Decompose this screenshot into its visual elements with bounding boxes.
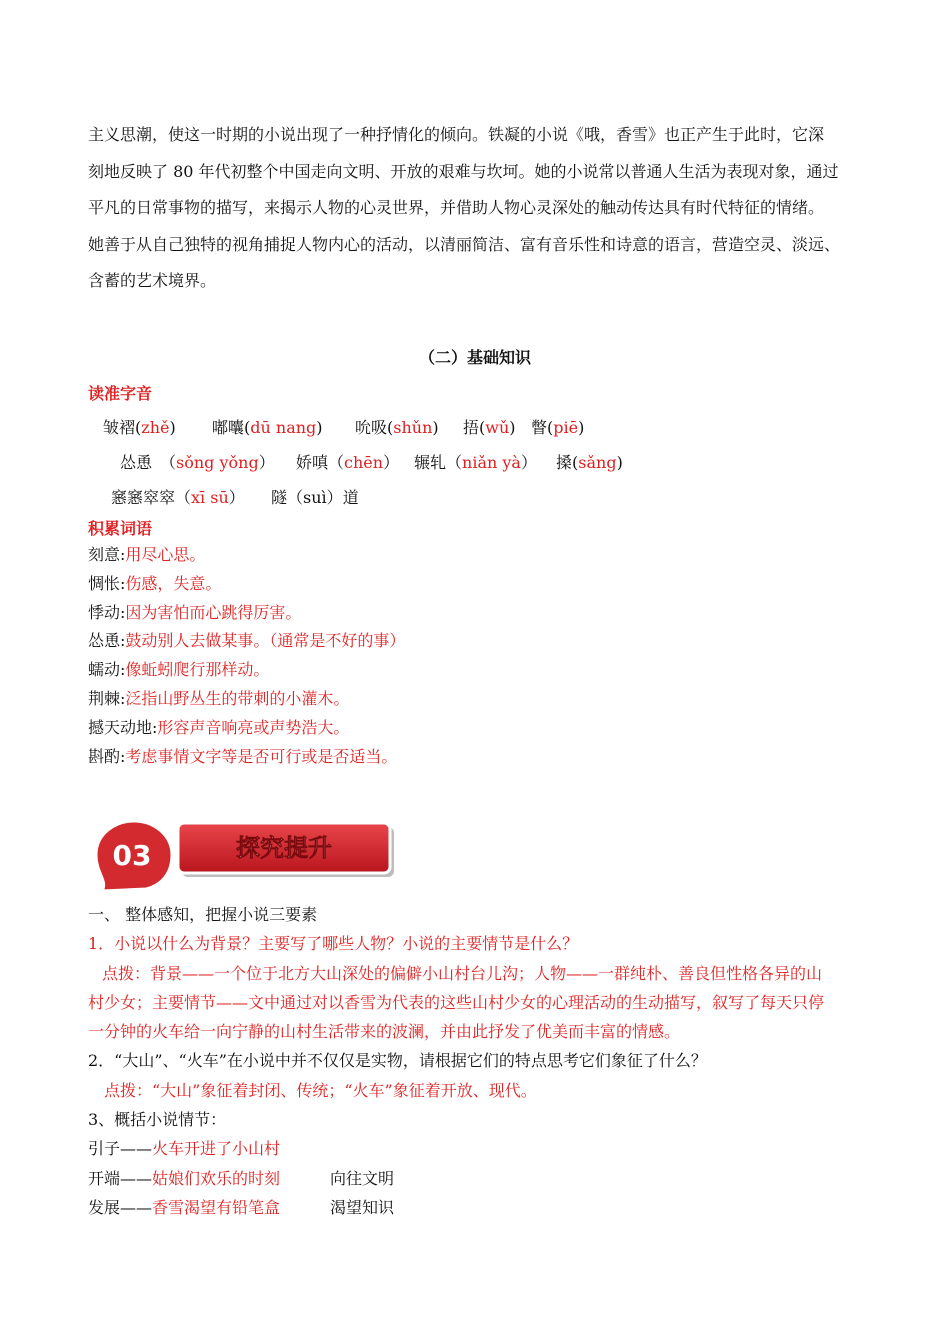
pronunciation-item: 皱褶(zhě) bbox=[103, 418, 176, 437]
vocabulary-list bbox=[88, 542, 405, 772]
answer-1-line: 村少女；主要情节——文中通过对以香雪为代表的这些山村少女的心理活动的生动描写，叙写了每天只停 bbox=[88, 992, 825, 1012]
list-item: 斟酌:考虑事情文字等是否可行或是否适当。 bbox=[88, 746, 398, 766]
intro-line: 平凡的日常事物的描写，来揭示人物的心灵世界，并借助人物心灵深处的触动传达具有时代特征的情绪。 bbox=[88, 198, 825, 218]
pronunciation-item: 捂(wǔ) bbox=[463, 418, 516, 437]
pronunciation-heading: 读准字音 bbox=[88, 384, 153, 403]
section-heading: 一、 整体感知，把握小说三要素 bbox=[88, 905, 318, 924]
answer-1-line: 一分钟的火车给一向宁静的山村生活带来的波澜，并由此抒发了优美而丰富的情感。 bbox=[88, 1022, 681, 1042]
list-item: 撼天动地:形容声音响亮或声势浩大。 bbox=[88, 717, 350, 737]
banner-number: 03 bbox=[112, 839, 152, 872]
outline-row: 引子——火车开进了小山村 bbox=[88, 1139, 281, 1159]
list-item: 惆怅:伤感，失意。 bbox=[88, 573, 222, 593]
pronunciation-item: 瞥(piē) bbox=[531, 418, 585, 437]
list-item: 荆棘:泛指山野丛生的带刺的小灌木。 bbox=[88, 688, 350, 708]
question-1: 1．小说以什么为背景？主要写了哪些人物？小说的主要情节是什么？ bbox=[88, 934, 579, 954]
intro-line: 含蓄的艺术境界。 bbox=[88, 271, 217, 291]
banner-graphic bbox=[88, 815, 398, 893]
intro-paragraph bbox=[88, 117, 868, 300]
list-item: 怂恿:鼓动别人去做某事。（通常是不好的事） bbox=[88, 631, 406, 651]
list-item: 悸动:因为害怕而心跳得厉害。 bbox=[88, 602, 302, 622]
question-3: 3、概括小说情节： bbox=[88, 1110, 227, 1130]
section-banner bbox=[88, 815, 398, 893]
list-item: 刻意:用尽心思。 bbox=[88, 545, 206, 564]
pronunciation-item: 搡(sǎng) bbox=[556, 453, 623, 472]
pronunciation-item: 吮吸(shǔn) bbox=[355, 418, 439, 437]
question-2: 2．“大山”、“火车”在小说中并不仅仅是实物，请根据它们的特点思考它们象征了什么？ bbox=[88, 1051, 707, 1071]
pronunciation-item: 娇嗔（chēn） bbox=[296, 453, 400, 472]
list-item: 蠕动:像蚯蚓爬行那样动。 bbox=[88, 660, 270, 680]
pronunciation-item: 怂恿 （sǒng yǒng） bbox=[120, 453, 275, 472]
outline-row: 开端——姑娘们欢乐的时刻 向往文明 bbox=[88, 1168, 395, 1188]
banner-label: 探究提升 bbox=[236, 834, 332, 862]
pronunciation-item: 隧（suì）道 bbox=[271, 488, 359, 507]
intro-line: 刻地反映了 80 年代初整个中国走向文明、开放的艰难与坎坷。她的小说常以普通人生活为表现对象，通过 bbox=[88, 161, 839, 181]
section-title: （二）基础知识 bbox=[418, 348, 531, 367]
pronunciation-item: 窸窸窣窣（xī sū） bbox=[111, 488, 245, 507]
pronunciation-item: 辗轧（niǎn yà） bbox=[414, 453, 537, 472]
intro-line: 她善于从自己独特的视角捕捉人物内心的活动，以清丽简洁、富有音乐性和诗意的语言，营造空灵、淡远、 bbox=[88, 234, 841, 254]
explore-section bbox=[88, 902, 878, 1224]
intro-line: 主义思潮，使这一时期的小说出现了一种抒情化的倾向。铁凝的小说《哦，香雪》也正产生于此时，它深 bbox=[88, 125, 825, 144]
pronunciation-item: 嘟囔(dū nang) bbox=[212, 418, 323, 437]
outline-row: 发展——香雪渴望有铅笔盒 渴望知识 bbox=[88, 1197, 395, 1217]
vocabulary-heading: 积累词语 bbox=[88, 519, 153, 538]
answer-1-line: 点拨：背景——一个位于北方大山深处的偏僻小山村台儿沟；人物——一群纯朴、善良但性格各异的山 bbox=[102, 963, 823, 983]
answer-2: 点拨：“大山”象征着封闭、传统；“火车”象征着开放、现代。 bbox=[104, 1080, 537, 1100]
